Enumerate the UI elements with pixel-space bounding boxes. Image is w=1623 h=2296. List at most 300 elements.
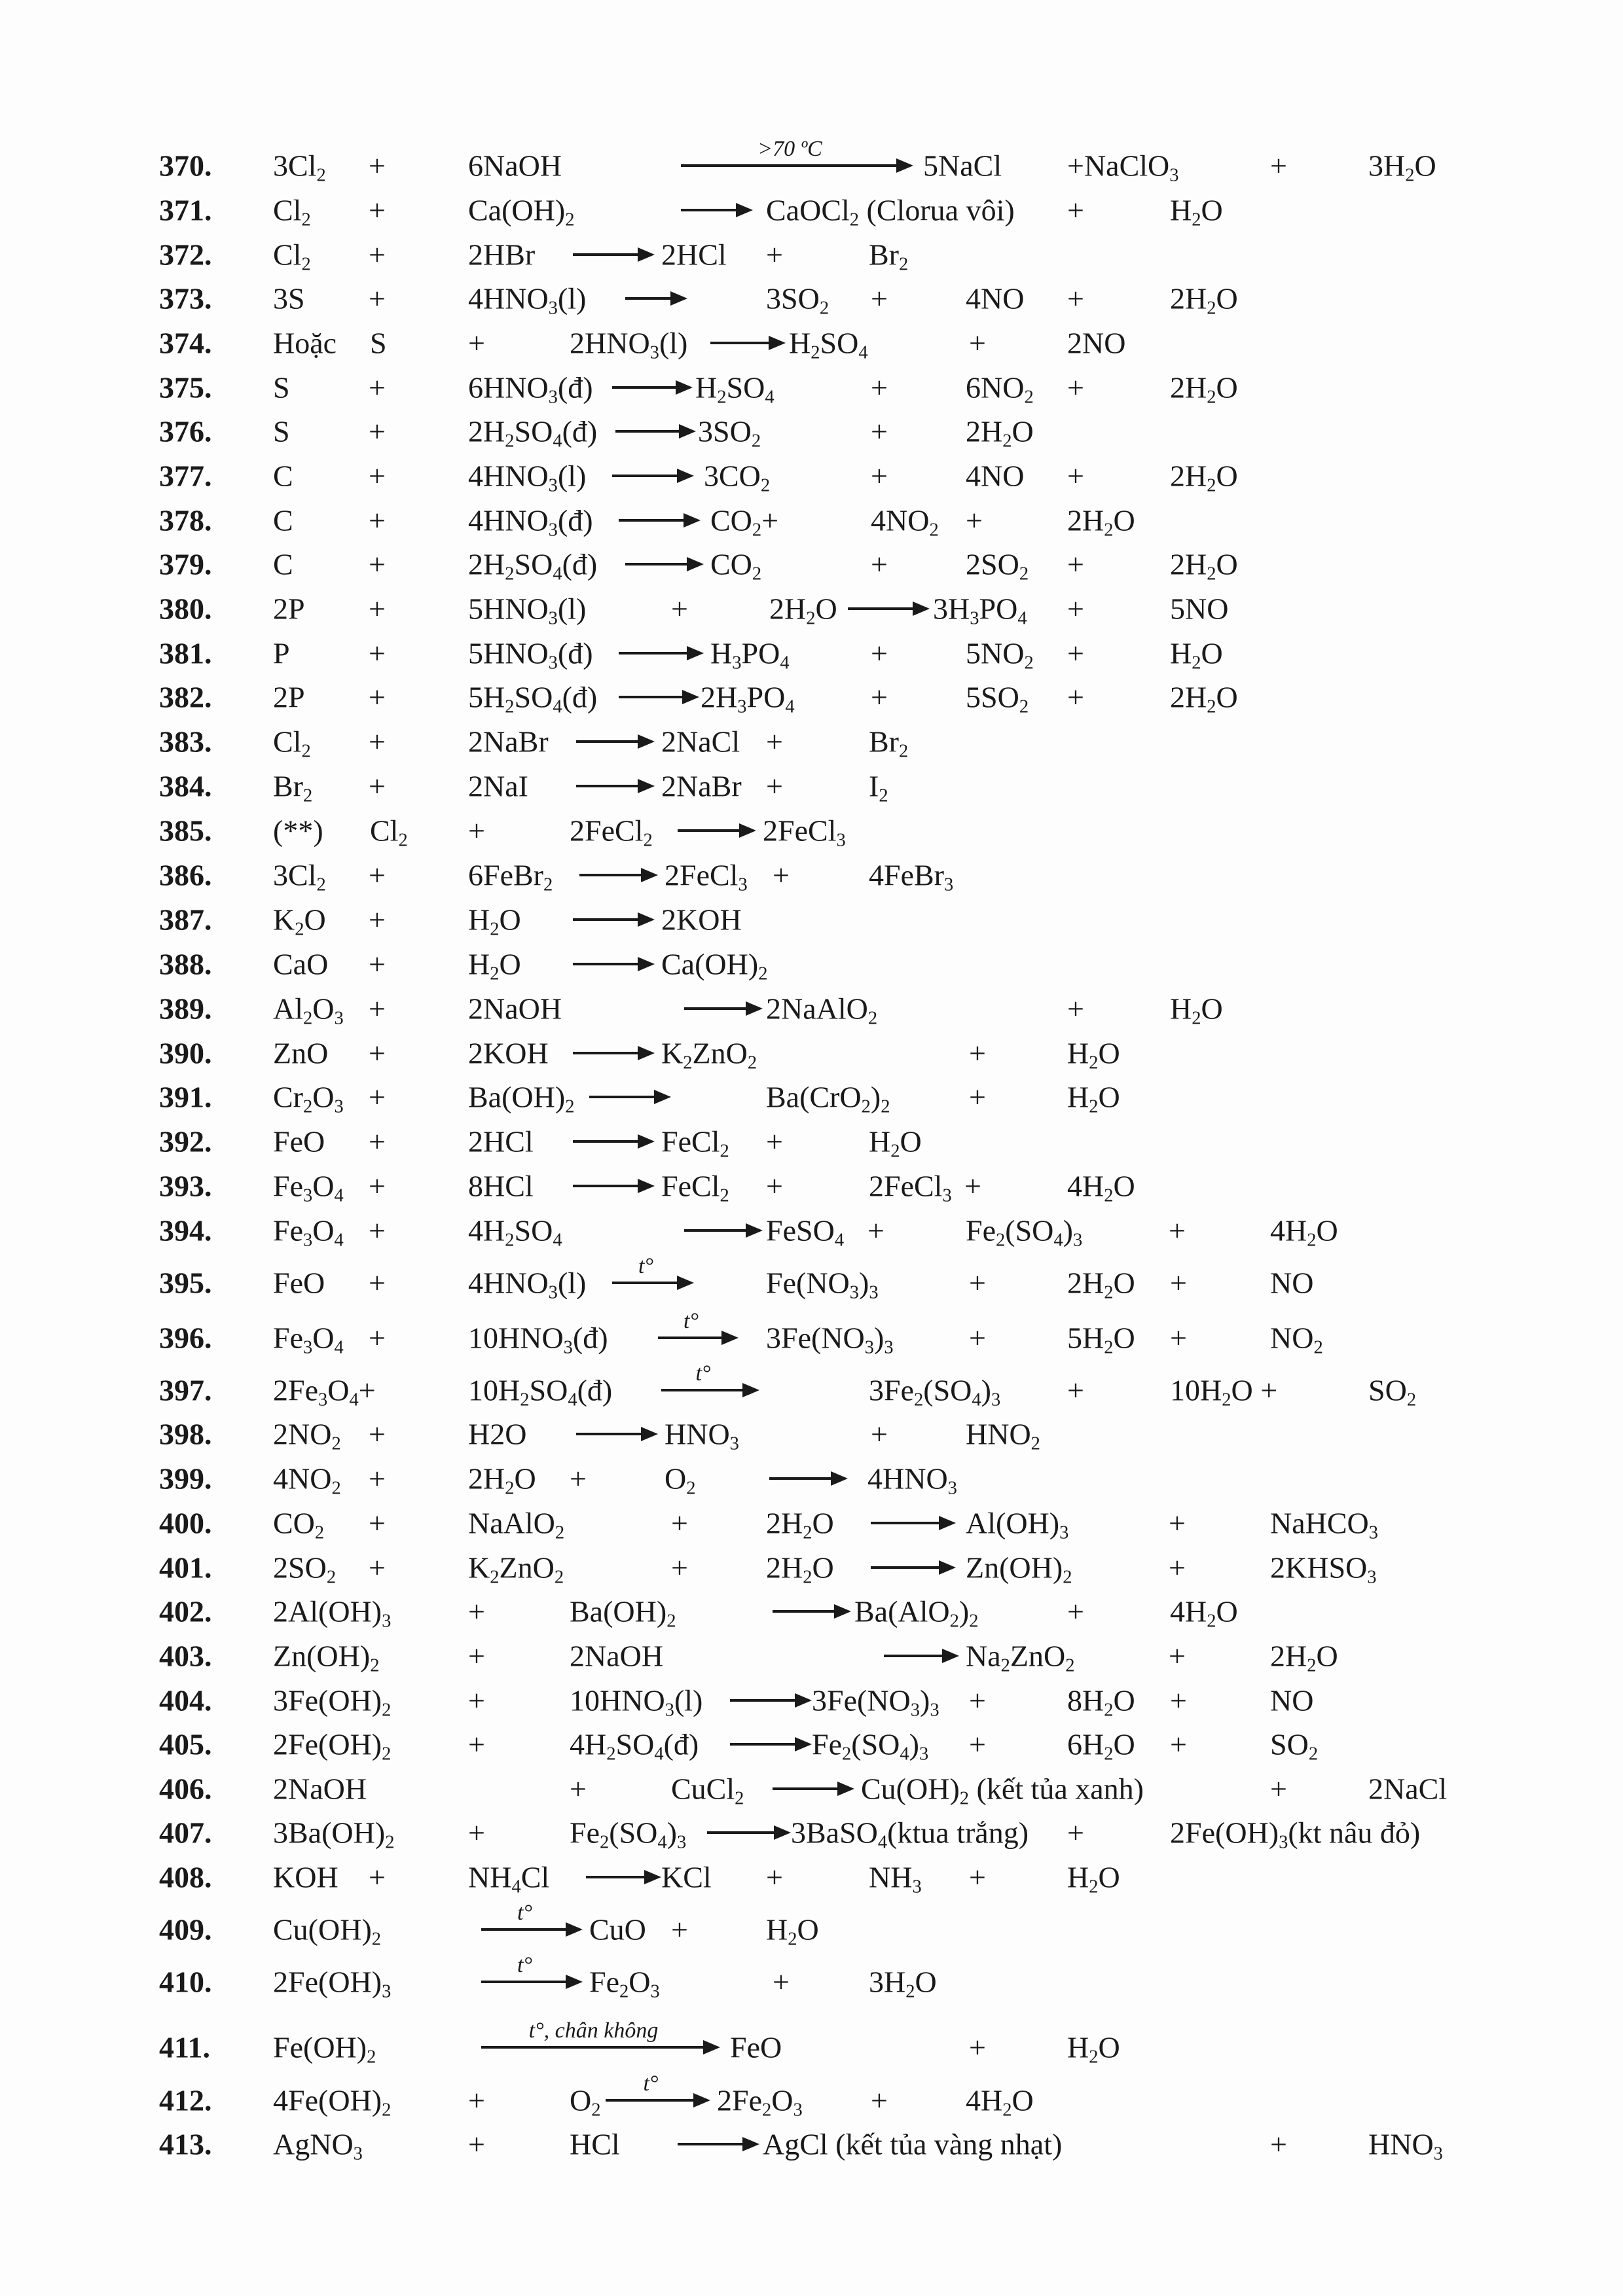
chemical-term: $Cl_2$ [273, 725, 311, 762]
equation-number: 383. [159, 725, 212, 759]
arrow-head-icon [638, 957, 655, 971]
chemical-term: 2NaI [468, 769, 528, 803]
plus-sign: + [766, 238, 783, 272]
plus-sign: + [969, 326, 986, 360]
plus-sign: + [369, 592, 386, 626]
chemical-term: $I_2$ [869, 769, 888, 806]
chemical-term: $Fe_2(SO_4)_3$ [570, 1816, 687, 1853]
plus-sign: + [369, 1417, 386, 1451]
plus-sign: + [468, 2127, 485, 2161]
plus-sign: + [369, 503, 386, 537]
arrow-shaft [606, 2099, 696, 2102]
arrow-head-icon [913, 601, 930, 616]
chemical-term: 2P [273, 592, 305, 626]
chemical-term: $H_2SO_4$ [695, 370, 775, 408]
chemical-term: S [273, 370, 290, 404]
plus-sign: + [369, 1169, 386, 1203]
chemical-term: $3Cl_2$ [273, 149, 326, 186]
chemical-term: $4H_2O$ [1270, 1213, 1338, 1251]
arrow-shaft [573, 918, 640, 921]
chemical-term: $2H_2O$ [1170, 680, 1238, 717]
chemical-term: $2Fe_2O_3$ [717, 2083, 803, 2121]
arrow-shaft [619, 652, 689, 655]
plus-sign: + [1067, 592, 1084, 626]
arrow-shaft [573, 1185, 640, 1187]
chemical-term: 8HCl [468, 1169, 534, 1203]
plus-sign: + [369, 238, 386, 272]
equation-number: 391. [159, 1080, 212, 1114]
plus-sign: + [969, 1683, 986, 1717]
chemical-term: $2Al(OH)_3$ [273, 1594, 392, 1632]
plus-sign: + [871, 2083, 888, 2117]
arrow-head-icon [687, 646, 704, 660]
chemical-term: FeO [730, 2030, 782, 2064]
arrow-head-icon [654, 1090, 671, 1104]
plus-sign: + [369, 547, 386, 581]
arrow-shaft [615, 430, 682, 433]
plus-sign: + [871, 281, 888, 315]
equation-number: 395. [159, 1266, 212, 1300]
chemical-term: $Cl_2$ [273, 238, 311, 275]
arrow-shaft [658, 1336, 724, 1339]
chemical-term: $3Fe(NO_3)_3$ [766, 1321, 894, 1358]
plus-sign: + [966, 503, 983, 537]
plus-sign: + [369, 1266, 386, 1300]
arrow-shaft [612, 386, 678, 389]
chemical-term: $5H_2O$ [1067, 1321, 1135, 1358]
arrow-shaft [678, 2143, 745, 2145]
plus-sign: + [468, 1727, 485, 1761]
plus-sign: + [369, 858, 386, 892]
chemical-term: $HNO_2$ [966, 1417, 1040, 1454]
chemical-term: $O_2$ [570, 2083, 601, 2121]
equation-number: 378. [159, 503, 212, 537]
chemical-term: $6HNO_3(đ)$ [468, 370, 593, 408]
chemical-term: $K_2O$ [273, 903, 326, 940]
arrow-head-icon [679, 424, 696, 439]
arrow-head-icon [687, 557, 704, 571]
equation-number: 410. [159, 1965, 212, 1999]
plus-sign: + [867, 1213, 884, 1247]
chemical-term: $H_2O$ [468, 947, 521, 984]
arrow-head-icon [746, 1001, 763, 1016]
chemical-term: 2FeCl$_2$ [570, 814, 653, 851]
chemical-term: $2Fe_3O_4+$ [273, 1373, 376, 1410]
chemical-term: 2FeCl$_3$ [763, 814, 846, 851]
plus-sign: + [773, 858, 790, 892]
plus-sign: + [1169, 1506, 1186, 1540]
plus-sign: + [969, 1727, 986, 1761]
chemical-term: $5SO_2$ [966, 680, 1029, 717]
chemical-term: $Cr_2O_3$ [273, 1080, 344, 1117]
equation-number: 393. [159, 1169, 212, 1203]
chemical-term: $2H_3PO_4$ [701, 680, 795, 717]
chemical-term: $3SO_2$ [698, 414, 761, 452]
chemical-term: $10H_2O$ + [1170, 1373, 1278, 1410]
equation-number: 400. [159, 1506, 212, 1540]
plus-sign: + [964, 1169, 981, 1203]
plus-sign: + [871, 547, 888, 581]
chemical-term: $3H_2O$ [1368, 149, 1436, 186]
chemical-term: 2NO [1067, 326, 1126, 360]
arrow-shaft [625, 563, 689, 565]
chemical-term: $4H_2SO_4$ [468, 1213, 562, 1251]
chemical-term: $4H_2O$ [1067, 1169, 1135, 1206]
equation-number: 386. [159, 858, 212, 892]
arrow-shaft [730, 1743, 797, 1746]
arrow-shaft [710, 342, 771, 344]
plus-sign: + [1169, 1639, 1186, 1673]
chemical-term: $HNO_3$ [665, 1417, 739, 1454]
chemical-term: $Na_2ZnO_2$ [966, 1639, 1075, 1676]
arrow-shaft [576, 785, 640, 787]
plus-sign: + [369, 1036, 386, 1070]
plus-sign: + [1067, 370, 1084, 404]
plus-sign: + [871, 680, 888, 714]
chemical-term: 2NaOH [468, 992, 562, 1026]
chemical-term: $NH_4Cl$ [468, 1860, 550, 1897]
chemical-term: $2H_2O$ [966, 414, 1034, 452]
chemical-term: $Zn(OH)_2$ [273, 1639, 380, 1676]
equation-number: 413. [159, 2127, 212, 2161]
plus-sign: + [1170, 1266, 1187, 1300]
plus-sign: + [570, 1772, 587, 1806]
chemical-term: $2Fe(OH)_2$ [273, 1727, 392, 1765]
equation-number: 374. [159, 326, 212, 360]
chemical-term: 6NaOH [468, 149, 562, 183]
arrow-shaft [773, 1787, 840, 1790]
arrow-shaft [576, 740, 640, 743]
plus-sign: + [871, 636, 888, 670]
plus-sign: + [1067, 459, 1084, 493]
plus-sign: + [369, 1462, 386, 1496]
equation-number: 385. [159, 814, 212, 848]
arrow-shaft [619, 696, 685, 698]
chemical-term: $SO_2$ [1368, 1373, 1417, 1410]
chemical-term: $Fe_2O_3$ [589, 1965, 660, 2002]
arrow-shaft [481, 1981, 568, 1983]
chemical-term: $Ca(OH)_2$ [661, 947, 768, 984]
equation-number: 399. [159, 1462, 212, 1496]
chemical-term: $5HNO_3(đ)$ [468, 636, 593, 673]
chemical-term: $4HNO_3(l)$ [468, 281, 587, 319]
arrow-shaft [481, 2046, 706, 2049]
arrow-shaft [684, 1229, 748, 1232]
arrow-shaft [612, 1282, 680, 1284]
chemical-term: KCl [661, 1860, 712, 1894]
chemical-term: 3S [273, 281, 305, 315]
chemical-term: $2H_2O$ [1170, 370, 1238, 408]
chemical-term: $H_2O$ [1067, 1860, 1120, 1897]
chemical-term: $4H_2O$ [966, 2083, 1034, 2121]
chemical-term: $HNO_3$ [1368, 2127, 1443, 2164]
chemical-term: CuCl$_2$ [671, 1772, 744, 1809]
chemical-term: $2H_2O$ [769, 592, 837, 629]
reaction-condition: t° [638, 1254, 654, 1278]
chemical-term: $Br_2$ [273, 769, 313, 806]
chemical-term: $Al_2O_3$ [273, 992, 344, 1029]
equation-number: 370. [159, 149, 212, 183]
plus-sign: + [468, 1816, 485, 1850]
arrow-head-icon [638, 912, 655, 927]
equation-number: 402. [159, 1594, 212, 1628]
chemical-term: 2HCl [468, 1124, 534, 1158]
plus-sign: + [1170, 1683, 1187, 1717]
chemical-term: $3Fe(OH)_2$ [273, 1683, 392, 1721]
plus-sign: + [671, 1912, 688, 1946]
chemical-term: 2NaBr [468, 725, 549, 759]
arrow-shaft [848, 607, 915, 610]
chemical-term: $2H_2O$ [1270, 1639, 1338, 1676]
equation-number: 411. [159, 2030, 210, 2064]
chemical-term: $Zn(OH)_2$ [966, 1551, 1072, 1588]
equation-number: 396. [159, 1321, 212, 1355]
chemical-term: $H_2SO_4$ [789, 326, 868, 363]
arrow-shaft [707, 1831, 776, 1834]
chemical-term: $H_2O$ [766, 1912, 819, 1950]
plus-sign: + [766, 1169, 783, 1203]
plus-sign: + [369, 459, 386, 493]
chemical-term: $2H_2SO_4(đ)$ [468, 547, 598, 584]
arrow-head-icon [641, 868, 658, 882]
chemical-term: $Fe_2(SO_4)_3$ [966, 1213, 1083, 1251]
arrow-head-icon [682, 690, 699, 704]
chemical-term: $Cl_2$ [370, 814, 408, 851]
plus-sign: + [1067, 680, 1084, 714]
plus-sign: + [570, 1462, 587, 1496]
plus-sign: + [1270, 149, 1287, 183]
chemical-term: 2NaCl [1368, 1772, 1448, 1806]
chemical-term: CaOCl$_2$ (Clorua vôi) [766, 193, 1015, 230]
chemical-term: $O_2$ [665, 1462, 696, 1499]
chemical-term: $2H_2O$ [766, 1506, 834, 1543]
arrow-shaft [661, 1389, 745, 1391]
chemical-term: $3Ba(OH)_2$ [273, 1816, 395, 1853]
equation-number: 384. [159, 769, 212, 803]
chemical-term: 2NaOH [273, 1772, 367, 1806]
plus-sign: + [1067, 547, 1084, 581]
plus-sign: + [369, 149, 386, 183]
plus-sign: + [1270, 1772, 1287, 1806]
plus-sign: + [369, 1080, 386, 1114]
chemical-term: $H_3PO_4$ [710, 636, 790, 673]
arrow-shaft [579, 874, 644, 876]
plus-sign: + [871, 1417, 888, 1451]
chemical-term: $10HNO_3(đ)$ [468, 1321, 608, 1358]
chemical-term: $2H_2SO_4(đ)$ [468, 414, 598, 452]
plus-sign: + [871, 459, 888, 493]
plus-sign: + [468, 2083, 485, 2117]
arrow-head-icon [638, 1134, 655, 1149]
plus-sign: + [871, 370, 888, 404]
chemical-term: 3BaSO$_4$(ktua trắng) [791, 1816, 1029, 1853]
chemical-term: $6NO_2$ [966, 370, 1034, 408]
arrow-shaft [681, 209, 739, 211]
arrow-head-icon [774, 1825, 791, 1840]
chemical-term: $SO_2$ [1270, 1727, 1319, 1765]
arrow-head-icon [736, 203, 753, 217]
equation-number: 412. [159, 2083, 212, 2117]
chemical-term: $H_2O$ [1067, 2030, 1120, 2068]
chemical-term: $Fe_3O_4$ [273, 1321, 344, 1358]
chemical-term: $Ca(OH)_2$ [468, 193, 575, 230]
reaction-condition: t° [695, 1361, 711, 1386]
arrow-shaft [589, 1096, 657, 1098]
chemical-term: KOH [273, 1860, 338, 1894]
chemical-term: S [273, 414, 290, 448]
equation-number: 409. [159, 1912, 212, 1946]
chemical-term: FeO [273, 1124, 325, 1158]
chemical-term: H2O [468, 1417, 527, 1451]
chemical-term: $4H_2SO_4(đ)$ [570, 1727, 699, 1765]
chemical-term: 2HBr [468, 238, 536, 272]
plus-sign: + [969, 1080, 986, 1114]
plus-sign: + [1270, 2127, 1287, 2161]
plus-sign: + [1067, 992, 1084, 1026]
chemical-term: NO [1270, 1683, 1314, 1717]
chemical-term: (**) [273, 814, 323, 848]
equation-number: 373. [159, 281, 212, 315]
arrow-shaft [884, 1655, 945, 1657]
chemical-term: $2SO_2$ [273, 1551, 337, 1588]
chemical-term: $Br_2$ [869, 725, 909, 762]
plus-sign: + [369, 1506, 386, 1540]
chemical-term: NaHCO$_3$ [1270, 1506, 1379, 1543]
plus-sign: + [1067, 1373, 1084, 1407]
plus-sign: + [369, 680, 386, 714]
chemical-term: 2HCl [661, 238, 727, 272]
equation-number: 389. [159, 992, 212, 1026]
chemical-term: $4HNO_3(đ)$ [468, 503, 593, 541]
equation-number: 371. [159, 193, 212, 227]
chemical-term: $K_2ZnO_2$ [468, 1551, 564, 1588]
reaction-condition: t° [683, 1309, 699, 1333]
arrow-shaft [684, 1007, 748, 1010]
arrow-head-icon [638, 1046, 655, 1060]
chemical-term: $3Cl_2$ [273, 858, 326, 895]
plus-sign: + [766, 769, 783, 803]
chemical-term: $3H_3PO_4$ [933, 592, 1027, 629]
plus-sign: + [369, 193, 386, 227]
arrow-head-icon [837, 1782, 854, 1796]
plus-sign: + [766, 1124, 783, 1158]
plus-sign: + [369, 1321, 386, 1355]
arrow-shaft [573, 253, 640, 256]
plus-sign: + [369, 1124, 386, 1158]
plus-sign: + [766, 1860, 783, 1894]
arrow-head-icon [939, 1516, 956, 1530]
chemical-term: $CO_2$ [273, 1506, 325, 1543]
chemical-term: ZnO [273, 1036, 329, 1070]
arrow-head-icon [638, 247, 655, 262]
plus-sign: + [1170, 1727, 1187, 1761]
chemical-term: FeO [273, 1266, 325, 1300]
plus-sign: + [369, 281, 386, 315]
arrow-shaft [871, 1522, 941, 1524]
chemical-term: FeSO$_4$ [766, 1213, 845, 1251]
chemical-term: +NaClO$_3$ [1067, 149, 1179, 186]
chemical-term: $2SO_2$ [966, 547, 1029, 584]
equation-number: 405. [159, 1727, 212, 1761]
chemical-term: $H_2O$ [1170, 992, 1223, 1029]
chemical-term: 2NaOH [570, 1639, 664, 1673]
chemical-term: $H_2O$ [1067, 1036, 1120, 1073]
arrow-shaft [769, 1477, 833, 1480]
plus-sign: + [369, 1551, 386, 1585]
chemical-term: AgNO$_3$ [273, 2127, 363, 2164]
arrow-head-icon [677, 469, 694, 483]
chemical-term: $6H_2O$ [1067, 1727, 1135, 1765]
equation-number: 372. [159, 238, 212, 272]
reaction-condition: t°, chân không [528, 2018, 659, 2043]
chemical-term: $2H_2O$ [468, 1462, 536, 1499]
chemical-term: 2P [273, 680, 305, 714]
chemical-term: NaAlO$_2$ [468, 1506, 565, 1543]
chemical-term: 2KOH [661, 903, 742, 937]
equation-number: 380. [159, 592, 212, 626]
equation-number: 403. [159, 1639, 212, 1673]
reaction-condition: t° [517, 1901, 533, 1925]
arrow-shaft [612, 475, 680, 477]
chemical-term: $Fe_3O_4$ [273, 1213, 344, 1251]
equation-number: 398. [159, 1417, 212, 1451]
plus-sign: + [969, 2030, 986, 2064]
plus-sign: + [468, 814, 485, 848]
chemical-term: $10HNO_3(l)$ [570, 1683, 703, 1721]
chemical-term: P [273, 636, 290, 670]
arrow-head-icon [795, 1693, 812, 1708]
plus-sign: + [969, 1860, 986, 1894]
arrow-shaft [773, 1610, 837, 1613]
chemical-term: HCl [570, 2127, 620, 2161]
arrow-head-icon [638, 734, 655, 749]
chemical-term: $10H_2SO_4(đ)$ [468, 1373, 613, 1410]
arrow-shaft [576, 1433, 644, 1435]
equation-number: 387. [159, 903, 212, 937]
chemical-term: C [273, 547, 293, 581]
plus-sign: + [1170, 1321, 1187, 1355]
arrow-shaft [573, 963, 640, 965]
chemical-term: $H_2O$ [869, 1124, 922, 1162]
arrow-head-icon [638, 779, 655, 793]
chemical-term: C [273, 459, 293, 493]
plus-sign: + [871, 414, 888, 448]
chemical-term: 2FeCl$_3$ [665, 858, 748, 895]
plus-sign: + [369, 769, 386, 803]
plus-sign: + [969, 1321, 986, 1355]
plus-sign: + [1169, 1551, 1186, 1585]
plus-sign: + [1067, 1594, 1084, 1628]
equation-number: 379. [159, 547, 212, 581]
plus-sign: + [369, 947, 386, 981]
chemical-term: $2H_2O$ [1170, 459, 1238, 496]
chemical-term: $NO_2$ [1270, 1321, 1323, 1358]
chemical-term: $CO_2+$ [710, 503, 779, 541]
arrow-head-icon [942, 1649, 959, 1663]
chemical-term: FeCl$_2$ [661, 1124, 729, 1162]
chemical-term: $2H_2O$ [1067, 503, 1135, 541]
arrow-shaft [678, 829, 742, 832]
plus-sign: + [369, 414, 386, 448]
plus-sign: + [468, 1683, 485, 1717]
arrow-shaft [573, 1140, 640, 1143]
arrow-shaft [625, 297, 673, 300]
plus-sign: + [369, 370, 386, 404]
chemical-term: $3H_2O$ [869, 1965, 937, 2002]
arrow-head-icon [769, 336, 786, 350]
equation-number: 392. [159, 1124, 212, 1158]
chemical-term: $Ba(AlO_2)_2$ [854, 1594, 979, 1632]
